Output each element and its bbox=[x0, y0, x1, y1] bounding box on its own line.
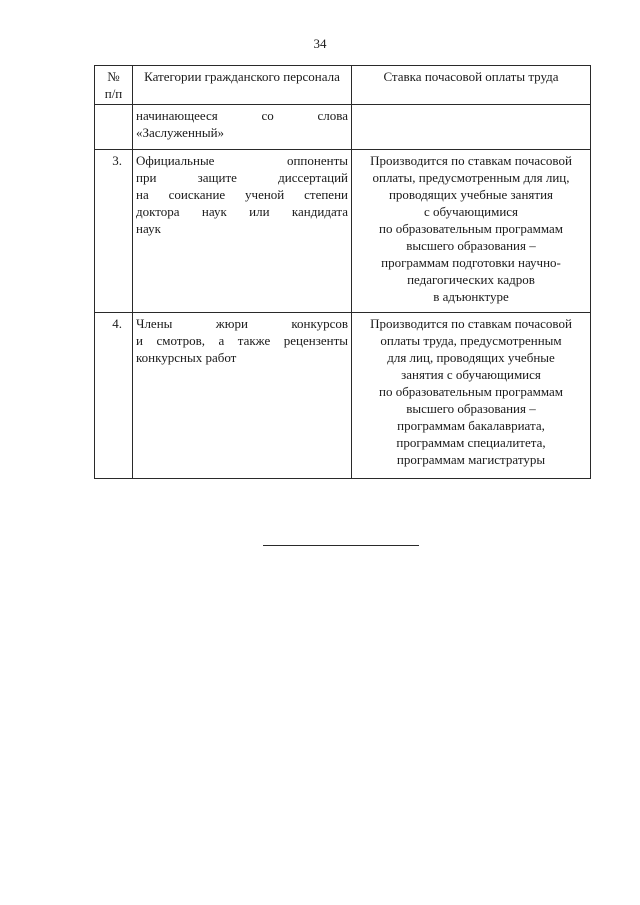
cell-num bbox=[95, 105, 133, 150]
header-rate: Ставка почасовой оплаты труда bbox=[352, 66, 591, 105]
category-line: Члены жюри конкурсов bbox=[136, 316, 348, 331]
cell-num: 4. bbox=[95, 313, 133, 479]
cell-category bbox=[133, 105, 352, 150]
category-line: на соискание ученой степени bbox=[136, 187, 348, 202]
cell-rate: Производится по ставкам почасовой оплаты труда, предусмотренным для лиц, проводящих учебные занятия с обучающимися по образовательным программам высшего образования – программам бакалавриата, программам специалитета, программам магистратуры bbox=[352, 313, 591, 479]
cell-rate: Производится по ставкам почасовой оплаты, предусмотренным для лиц, проводящих учебные занятия с обучающимися по образовательным программам высшего образования – программам подготовки научно- педагогических кадров в адъюнктуре bbox=[352, 150, 591, 313]
table-header-row bbox=[95, 66, 591, 105]
category-line: при защите диссертаций bbox=[136, 170, 348, 185]
page-number: 34 bbox=[313, 36, 327, 51]
category-line: начинающееся со слова bbox=[136, 108, 348, 123]
cell-rate bbox=[352, 105, 591, 150]
table-row bbox=[95, 150, 591, 313]
category-line: и смотров, а также рецензенты bbox=[136, 333, 348, 348]
end-of-document-rule bbox=[263, 545, 419, 546]
header-num: № п/п bbox=[95, 66, 133, 105]
category-line: доктора наук или кандидата bbox=[136, 204, 348, 219]
cell-category bbox=[133, 150, 352, 313]
table-row bbox=[95, 313, 591, 479]
category-line: наук bbox=[136, 221, 161, 236]
compensation-table bbox=[94, 65, 591, 479]
cell-category bbox=[133, 313, 352, 479]
category-line: Официальные оппоненты bbox=[136, 153, 348, 168]
header-category: Категории гражданского персонала bbox=[133, 66, 352, 105]
category-line: «Заслуженный» bbox=[136, 125, 225, 140]
table-row-continuation bbox=[95, 105, 591, 150]
category-line: конкурсных работ bbox=[136, 350, 237, 365]
cell-num: 3. bbox=[95, 150, 133, 313]
